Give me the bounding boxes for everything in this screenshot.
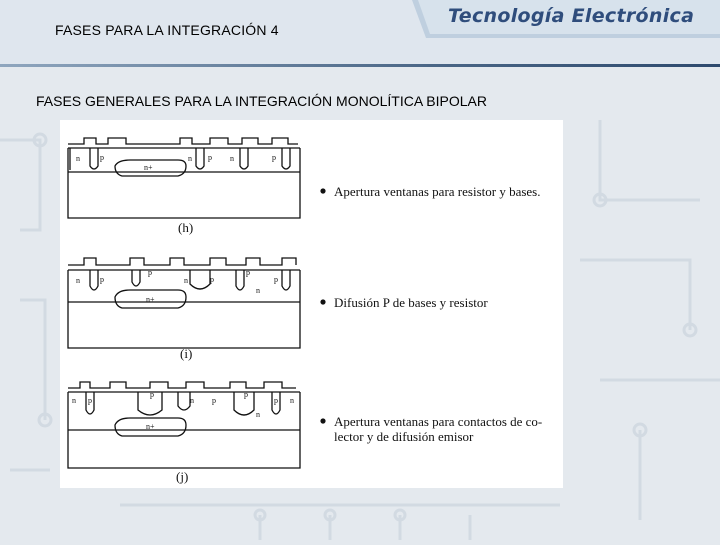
region-label: n xyxy=(72,396,76,405)
region-label: n xyxy=(256,286,260,295)
region-label: n+ xyxy=(146,295,155,304)
region-label: p xyxy=(148,268,152,277)
region-label: n xyxy=(184,276,188,285)
cross-section-h xyxy=(68,138,300,218)
region-label: n+ xyxy=(146,422,155,431)
section-subtitle: FASES GENERALES PARA LA INTEGRACIÓN MONOLÍTICA BIPOLAR xyxy=(36,93,487,109)
slide-title: FASES PARA LA INTEGRACIÓN 4 xyxy=(55,22,279,38)
process-figure xyxy=(60,120,563,488)
step-text-i: Difusión P de bases y resistor xyxy=(334,295,488,310)
region-label: p xyxy=(88,396,92,405)
panel-label-j: (j) xyxy=(176,469,189,484)
region-label: n+ xyxy=(144,163,153,172)
brand-logo-text: Tecnología Electrónica xyxy=(448,5,695,27)
header-divider xyxy=(0,64,720,67)
region-label: p xyxy=(246,268,250,277)
region-label: n xyxy=(76,154,80,163)
region-label: p xyxy=(212,396,216,405)
region-label: p xyxy=(274,396,278,405)
region-label: p xyxy=(100,275,104,284)
region-label: n xyxy=(230,154,234,163)
region-label: p xyxy=(208,153,212,162)
region-label: n xyxy=(190,396,194,405)
region-label: n xyxy=(290,396,294,405)
region-label: p xyxy=(210,275,214,284)
panel-label-i: (i) xyxy=(180,346,193,361)
region-label: p xyxy=(150,390,154,399)
step-text-h: Apertura ventanas para resistor y bases. xyxy=(334,184,541,199)
region-label: n xyxy=(256,410,260,419)
cross-section-j xyxy=(68,382,300,468)
cross-section-i xyxy=(68,258,300,348)
step-text-j-line1: Apertura ventanas para contactos de co- xyxy=(334,414,543,429)
panel-label-h: (h) xyxy=(178,220,194,235)
region-label: n xyxy=(188,154,192,163)
region-label: p xyxy=(100,153,104,162)
step-text-j-line2: lector y de difusión emisor xyxy=(334,429,474,444)
region-label: n xyxy=(76,276,80,285)
region-label: p xyxy=(244,390,248,399)
region-label: p xyxy=(272,153,276,162)
region-label: p xyxy=(274,275,278,284)
